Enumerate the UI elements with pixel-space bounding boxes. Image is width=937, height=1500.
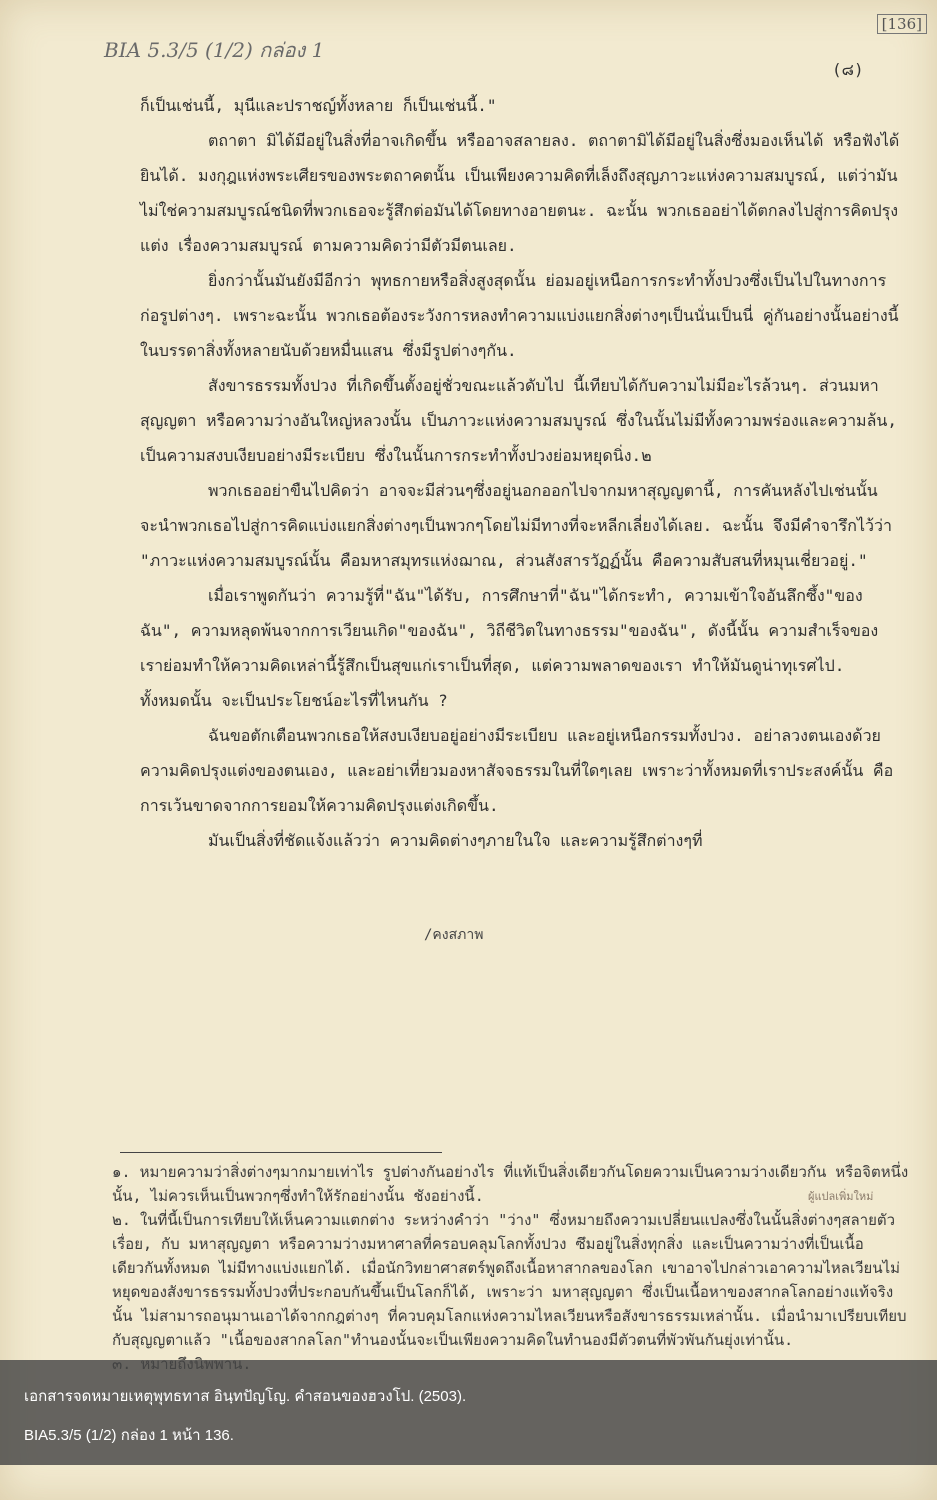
paragraph: สังขารธรรมทั้งปวง ที่เกิดขึ้นตั้งอยู่ชั่วขณะแล้วดับไป นี้เทียบได้กับความไม่มีอะไรล้วนๆ. ส่วนมหาสุญญตา หรือความว่างอันใหญ่หลวงนั้น เป็นภาวะแห่งความสมบูรณ์ ซึ่งในนั้นไม่มีทั้งความพร่องและความล้น, เป็นความสงบเงียบอย่างมีระเบียบ ซึ่งในนั้นการกระทำทั้งปวงย่อมหยุดนิ่ง.๒ [140,376,897,465]
footnote: ๒. ในที่นี้เป็นการเทียบให้เห็นความแตกต่าง ระหว่างคำว่า "ว่าง" ซึ่งหมายถึงความเปลี่ยนแปลงซึ่งในนั้นสิ่งต่างๆสลายตัวเรื่อย, กับ มหาสุญญตา หรือความว่างมหาศาลที่ครอบคลุมโลกทั้งปวง ซึมอยู่ในสิ่งทุกสิ่ง และเป็นความว่างที่เป็นเนื้อเดียวกันทั้งหมด ไม่มีทางแบ่งแยกได้. เมื่อนักวิทยาศาสตร์พูดถึงเนื้อหาสากลของโลก เขาอาจไปกล่าวเอาความไหลเวียนไม่หยุดของสังขารธรรมทั้งปวงที่ประกอบกันขึ้นเป็นโลกก็ได้, เพราะว่า มหาสุญญตา ซึ่งเป็นเนื้อหาของสากลโลกอย่างแท้จริงนั้น ไม่สามารถอนุมานเอาได้จากกฎต่างๆ ที่ควบคุมโลกแห่งความไหลเวียนหรือสังขารธรรมเหล่านั้น. เมื่อนำมาเปรียบเทียบกับสุญญตาแล้ว "เนื้อของสากลโลก"ทำนองนั้นจะเป็นเพียงความคิดในทำนองมีตัวตนที่พัวพันกันยุ่งเท่านั้น. [112,1211,907,1349]
paragraph: ก็เป็นเช่นนี้, มุนีและปราชญ์ทั้งหลาย ก็เป็นเช่นนี้." [140,96,497,115]
paragraph: ตถาตา มิได้มีอยู่ในสิ่งที่อาจเกิดขึ้น หรืออาจสลายลง. ตถาตามิได้มีอยู่ในสิ่งซึ่งมองเห็นได้ หรือฟังได้ยินได้. มงกุฎแห่งพระเศียรของพระตถาคตนั้น เป็นเพียงความคิดที่เล็งถึงสุญภาวะแห่งความสมบูรณ์, แต่ว่ามันไม่ใช่ความสมบูรณ์ชนิดที่พวกเธอจะรู้สึกต่อมันได้โดยทางอายตนะ. ฉะนั้น พวกเธออย่าได้ตกลงไปสู่การคิดปรุงแต่ง เรื่องความสมบูรณ์ ตามความคิดว่ามีตัวมีตนเลย. [140,131,900,255]
paragraph: มันเป็นสิ่งที่ชัดแจ้งแล้วว่า ความคิดต่างๆภายในใจ และความรู้สึกต่างๆที่ [208,831,703,850]
footnotes [112,1160,912,1376]
paragraph: ยิ่งกว่านั้นมันยังมีอีกว่า พุทธกายหรือสิ่งสูงสุดนั้น ย่อมอยู่เหนือการกระทำทั้งปวงซึ่งเป็นไปในทางการก่อรูปต่างๆ. เพราะฉะนั้น พวกเธอต้องระวังการหลงทำความแบ่งแยกสิ่งต่างๆเป็นนั่นเป็นนี่ คู่กันอย่างนั้นอย่างนี้ ในบรรดาสิ่งทั้งหลายนับด้วยหมื่นแสน ซึ่งมีรูปต่างๆกัน. [140,271,899,360]
paragraph: พวกเธออย่าขืนไปคิดว่า อาจจะมีส่วนๆซึ่งอยู่นอกออกไปจากมหาสุญญตานี้, การคันหลังไปเช่นนั้น จะนำพวกเธอไปสู่การคิดแบ่งแยกสิ่งต่างๆเป็นพวกๆโดยไม่มีทางที่จะหลีกเลี่ยงได้เลย. ฉะนั้น จึงมีคำจารึกไว้ว่า "ภาวะแห่งความสมบูรณ์นั้น คือมหาสมุทรแห่งฌาณ, ส่วนสังสารวัฏฏ์นั้น คือความสับสนที่หมุนเชี่ยวอยู่." [140,481,892,570]
footnote-divider [120,1152,442,1153]
caption-overlay [0,1360,937,1465]
footnote: ๑. หมายความว่าสิ่งต่างๆมากมายเท่าไร รูปต่างกันอย่างไร ที่แท้เป็นสิ่งเดียวกันโดยความเป็นความว่างเดียวกัน หรือจิตหนึ่งนั้น, ไม่ควรเห็นเป็นพวกๆซึ่งทำให้รักอย่างนั้น ชังอย่างนี้. [112,1163,909,1205]
caption-title: เอกสารจดหมายเหตุพุทธทาส อินฺทปัญโญ. คำสอนของฮวงโป. (2503). [24,1388,467,1405]
main-text [140,88,900,858]
paragraph: เมื่อเราพูดกันว่า ความรู้ที่"ฉัน"ได้รับ, การศึกษาที่"ฉัน"ได้กระทำ, ความเข้าใจอันลึกซึ้ง"ของฉัน", ความหลุดพ้นจากการเวียนเกิด"ของฉัน", วิถีชีวิตในทางธรรม"ของฉัน", ดังนี้นั้น ความสำเร็จของเราย่อมทำให้ความคิดเหล่านี้รู้สึกเป็นสุขแก่เราเป็นที่สุด, แต่ความพลาดของเรา ทำให้มันดูน่าทุเรศไป. ทั้งหมดนั้น จะเป็นประโยชน์อะไรที่ไหนกัน ? [140,586,879,710]
archive-handwritten-mark: BIA 5.3/5 (1/2) กล่อง 1 [104,38,325,62]
insertion-mark: /คงสภาพ [424,927,484,943]
page-stamp: [136] [877,14,927,34]
caption-reference: BIA5.3/5 (1/2) กล่อง 1 หน้า 136. [24,1427,234,1444]
margin-note: ผู้แปลเพิ่มใหม่ [808,1190,874,1203]
paragraph: ฉันขอตักเตือนพวกเธอให้สงบเงียบอยู่อย่างมีระเบียบ และอยู่เหนือกรรมทั้งปวง. อย่าลวงตนเองด้วยความคิดปรุงแต่งของตนเอง, และอย่าเที่ยวมองหาสัจจธรรมในที่ใดๆเลย เพราะว่าทั้งหมดที่เราประสงค์นั้น คือการเว้นขาดจากการยอมให้ความคิดปรุงแต่งเกิดขึ้น. [140,726,894,815]
page-number: (๘) [832,60,864,79]
